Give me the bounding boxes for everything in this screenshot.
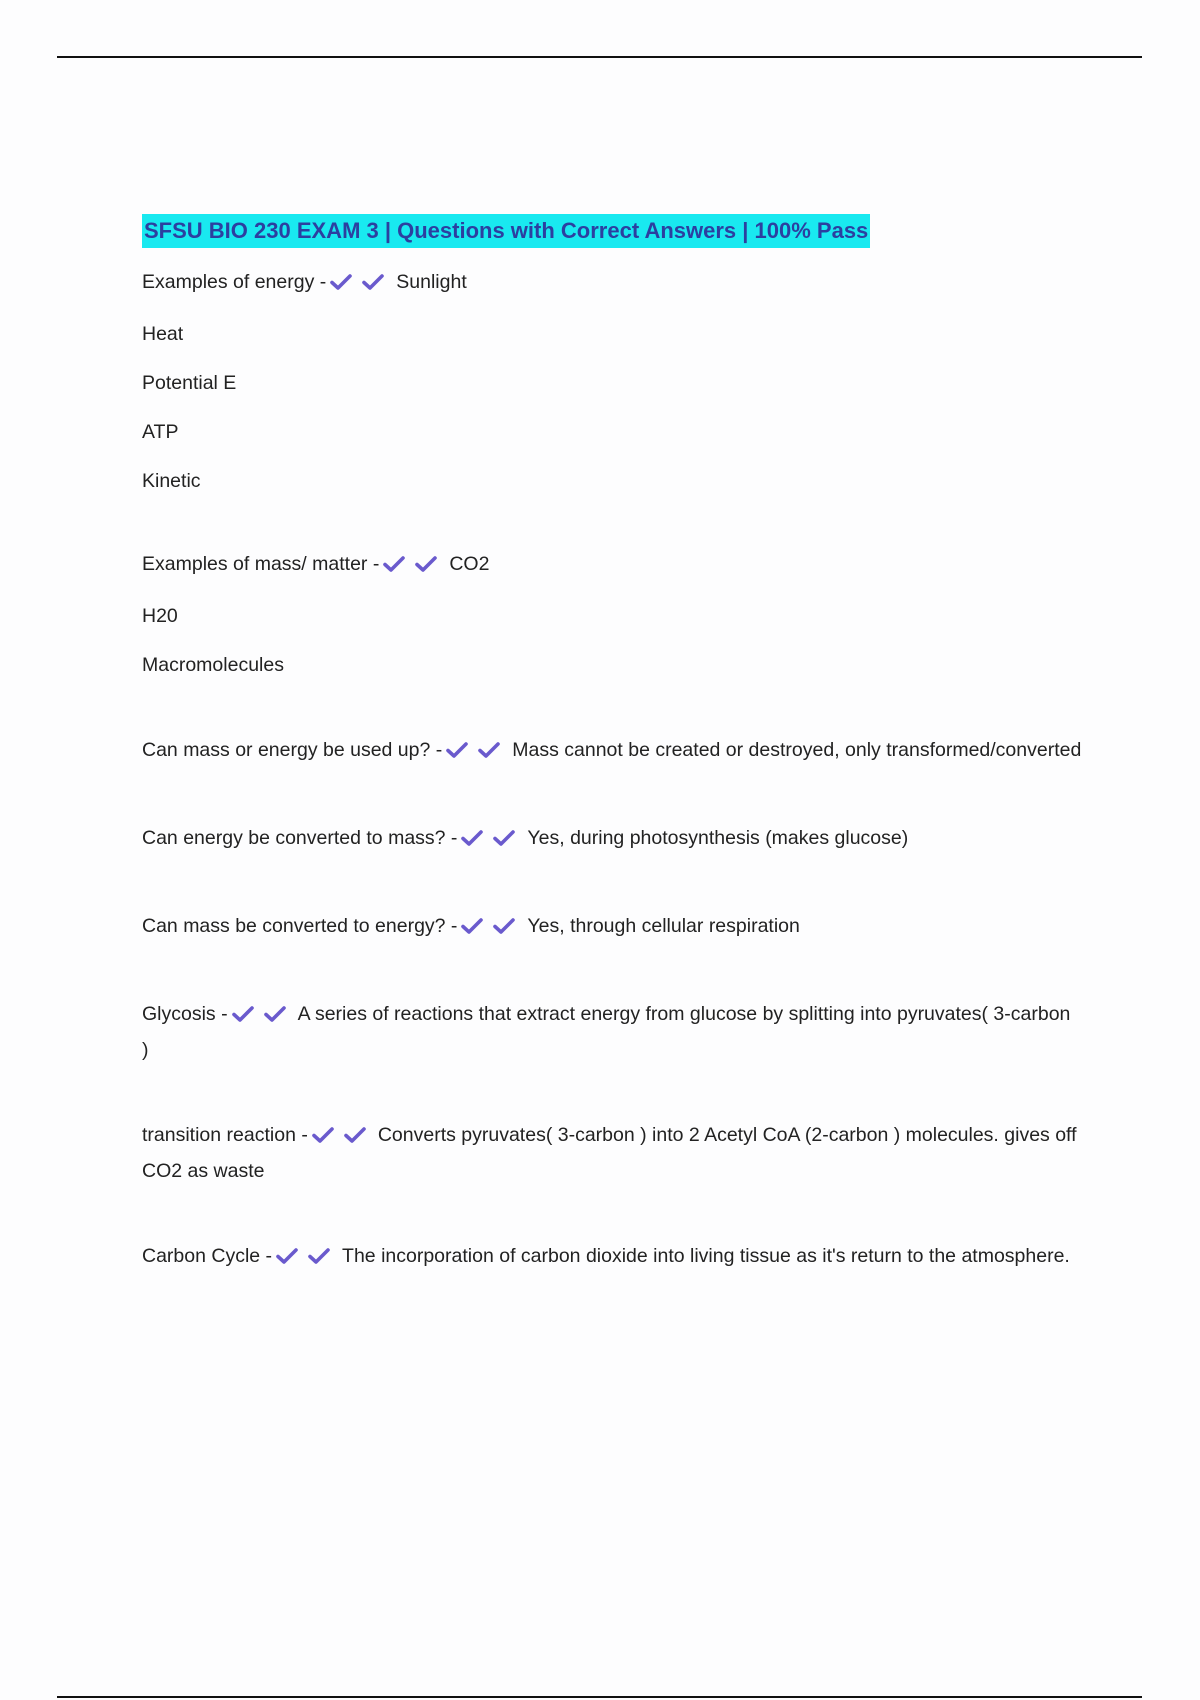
question-text: Examples of energy - — [142, 271, 327, 293]
checkmark-icon — [276, 1247, 302, 1265]
checkmark-icon — [264, 1005, 290, 1023]
checkmark-icon — [478, 741, 504, 759]
question-text: Can mass or energy be used up? - — [142, 739, 443, 761]
answer-extra-line: Kinetic — [142, 470, 201, 492]
answer-text: A series of reactions that extract energy from glucose by splitting into pyruvates( 3-carbon ) — [142, 1003, 1071, 1061]
answer-extra-line: Heat — [142, 323, 184, 345]
checkmark-icon — [362, 273, 388, 291]
qa-item — [142, 734, 1082, 770]
question-text: Carbon Cycle - — [142, 1245, 273, 1267]
double-check-icon — [312, 1122, 376, 1155]
checkmark-icon — [461, 917, 487, 935]
answer-text: CO2 — [449, 553, 490, 575]
qa-line — [142, 910, 1082, 946]
checkmark-icon — [308, 1247, 334, 1265]
question-text: Examples of mass/ matter - — [142, 553, 380, 575]
qa-item — [142, 548, 1082, 682]
footer-rule — [57, 1696, 1142, 1698]
qa-item — [142, 1119, 1082, 1188]
checkmark-icon — [446, 741, 472, 759]
double-check-icon — [330, 269, 394, 302]
qa-line — [142, 548, 1082, 584]
title-block — [142, 214, 1082, 248]
answer-extra-line: ATP — [142, 421, 179, 443]
checkmark-icon — [415, 555, 441, 573]
document-title: SFSU BIO 230 EXAM 3 | Questions with Correct Answers | 100% Pass — [142, 214, 870, 248]
answer-text: Sunlight — [396, 271, 467, 293]
qa-item — [142, 998, 1082, 1067]
qa-line — [142, 1119, 1082, 1188]
qa-item — [142, 1240, 1082, 1276]
qa-line — [142, 734, 1082, 770]
answer-text: Yes, during photosynthesis (makes glucose) — [527, 827, 909, 849]
double-check-icon — [461, 913, 525, 946]
qa-list — [142, 266, 1082, 1276]
double-check-icon — [446, 737, 510, 770]
checkmark-icon — [493, 917, 519, 935]
checkmark-icon — [344, 1126, 370, 1144]
double-check-icon — [276, 1243, 340, 1276]
header-rule — [57, 56, 1142, 58]
answer-extra-line: H20 — [142, 605, 178, 627]
checkmark-icon — [330, 273, 356, 291]
question-text: Can energy be converted to mass? - — [142, 827, 458, 849]
answer-extra-line: Potential E — [142, 372, 237, 394]
double-check-icon — [232, 1001, 296, 1034]
checkmark-icon — [493, 829, 519, 847]
checkmark-icon — [461, 829, 487, 847]
question-text: Can mass be converted to energy? - — [142, 915, 458, 937]
answer-extra-line: Macromolecules — [142, 654, 284, 676]
checkmark-icon — [232, 1005, 258, 1023]
qa-item — [142, 822, 1082, 858]
qa-line — [142, 1240, 1082, 1276]
qa-line — [142, 998, 1082, 1067]
question-text: Glycosis - — [142, 1003, 228, 1025]
checkmark-icon — [383, 555, 409, 573]
answer-text: Mass cannot be created or destroyed, only transformed/converted — [512, 739, 1082, 761]
answer-text: The incorporation of carbon dioxide into living tissue as it's return to the atmosphere. — [342, 1245, 1070, 1267]
document-content — [142, 214, 1082, 1276]
double-check-icon — [383, 551, 447, 584]
double-check-icon — [461, 825, 525, 858]
checkmark-icon — [312, 1126, 338, 1144]
qa-line — [142, 822, 1082, 858]
qa-item — [142, 266, 1082, 498]
answer-text: Converts pyruvates( 3-carbon ) into 2 Acetyl CoA (2-carbon ) molecules. gives off CO2 as waste — [142, 1124, 1077, 1182]
qa-item — [142, 910, 1082, 946]
qa-line — [142, 266, 1082, 302]
answer-text: Yes, through cellular respiration — [527, 915, 800, 937]
question-text: transition reaction - — [142, 1124, 308, 1146]
